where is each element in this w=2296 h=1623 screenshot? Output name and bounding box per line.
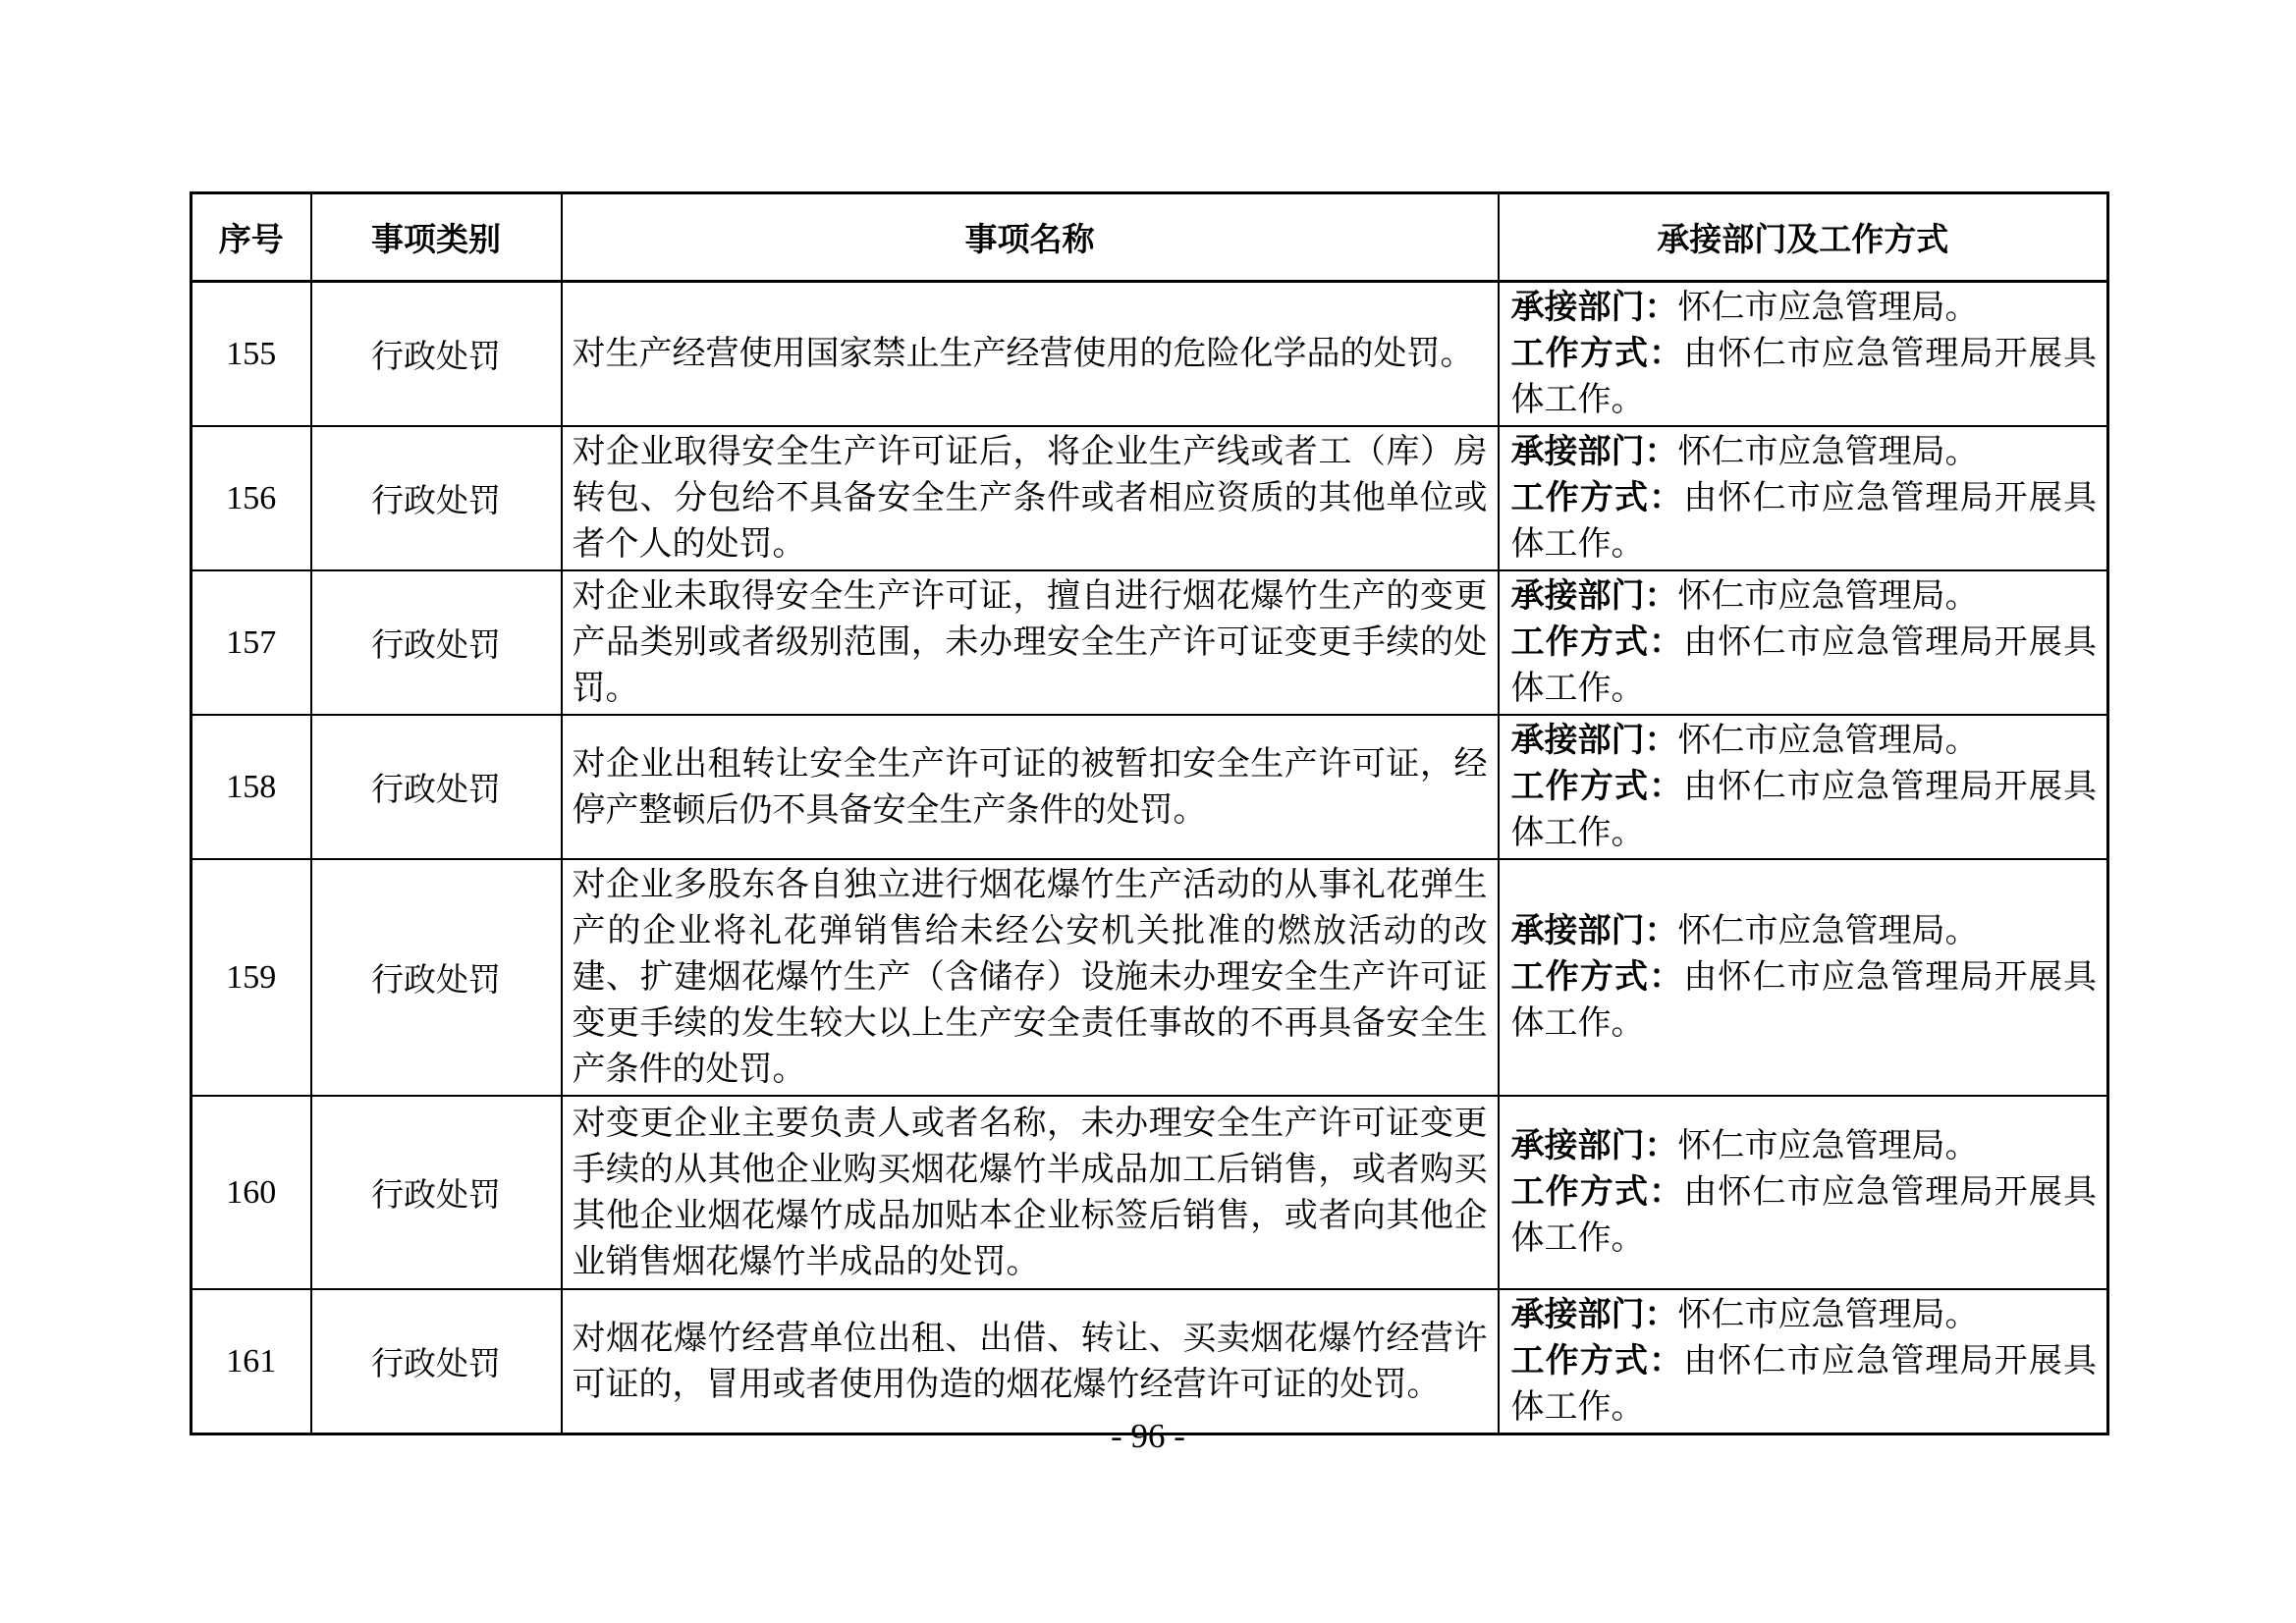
category-cell: 行政处罚 xyxy=(311,426,562,570)
item-name-cell: 对变更企业主要负责人或者名称，未办理安全生产许可证变更手续的从其他企业购买烟花爆竹半成品加工后销售，或者购买其他企业烟花爆竹成品加贴本企业标签后销售，或者向其他企业销售烟花爆竹半成品的处罚。 xyxy=(562,1096,1499,1289)
method-value: 由怀仁市应急管理局开展具体工作。 xyxy=(1510,624,2097,707)
department-label: 承接部门： xyxy=(1510,433,1678,470)
page-number: - 96 - xyxy=(1111,1417,1185,1455)
penalty-items-table xyxy=(190,191,2109,1435)
table-row xyxy=(191,282,2108,427)
department-value: 怀仁市应急管理局。 xyxy=(1677,1128,1979,1164)
department-method-cell xyxy=(1499,1289,2108,1434)
table-row xyxy=(191,715,2108,859)
item-name-cell: 对企业取得安全生产许可证后，将企业生产线或者工（库）房转包、分包给不具备安全生产条件或者相应资质的其他单位或者个人的处罚。 xyxy=(562,426,1499,570)
method-line xyxy=(1511,475,2098,568)
department-label: 承接部门： xyxy=(1510,289,1678,326)
method-line xyxy=(1511,331,2098,423)
department-value: 怀仁市应急管理局。 xyxy=(1677,1297,1979,1333)
item-name-cell: 对烟花爆竹经营单位出租、出借、转让、买卖烟花爆竹经营许可证的，冒用或者使用伪造的烟花爆竹经营许可证的处罚。 xyxy=(562,1289,1499,1434)
department-method-cell xyxy=(1499,282,2108,427)
category-cell: 行政处罚 xyxy=(311,1096,562,1289)
department-method-cell xyxy=(1499,715,2108,859)
method-label: 工作方式： xyxy=(1510,479,1684,516)
serial-number-cell: 155 xyxy=(191,282,311,427)
category-cell: 行政处罚 xyxy=(311,715,562,859)
method-label: 工作方式： xyxy=(1510,623,1684,661)
serial-number-cell: 157 xyxy=(191,570,311,715)
department-label: 承接部门： xyxy=(1510,577,1678,615)
method-value: 由怀仁市应急管理局开展具体工作。 xyxy=(1510,336,2097,418)
serial-number-cell: 159 xyxy=(191,859,311,1096)
method-label: 工作方式： xyxy=(1510,1173,1684,1211)
department-label: 承接部门： xyxy=(1510,722,1678,759)
header-department-and-method: 承接部门及工作方式 xyxy=(1499,193,2108,282)
department-method-cell xyxy=(1499,1096,2108,1289)
department-label: 承接部门： xyxy=(1510,1296,1678,1333)
serial-number-cell: 161 xyxy=(191,1289,311,1434)
serial-number-cell: 158 xyxy=(191,715,311,859)
department-value: 怀仁市应急管理局。 xyxy=(1677,434,1979,470)
method-line xyxy=(1511,764,2098,856)
department-line xyxy=(1511,573,2098,620)
serial-number-cell: 156 xyxy=(191,426,311,570)
method-value: 由怀仁市应急管理局开展具体工作。 xyxy=(1510,480,2097,563)
item-name-cell: 对企业出租转让安全生产许可证的被暂扣安全生产许可证，经停产整顿后仍不具备安全生产条件的处罚。 xyxy=(562,715,1499,859)
item-name-cell: 对企业未取得安全生产许可证，擅自进行烟花爆竹生产的变更产品类别或者级别范围，未办理安全生产许可证变更手续的处罚。 xyxy=(562,570,1499,715)
department-method-cell xyxy=(1499,426,2108,570)
department-label: 承接部门： xyxy=(1510,1127,1678,1164)
method-value: 由怀仁市应急管理局开展具体工作。 xyxy=(1510,1174,2097,1257)
category-cell: 行政处罚 xyxy=(311,282,562,427)
method-value: 由怀仁市应急管理局开展具体工作。 xyxy=(1510,769,2097,851)
category-cell: 行政处罚 xyxy=(311,1289,562,1434)
department-line xyxy=(1511,1123,2098,1169)
serial-number-cell: 160 xyxy=(191,1096,311,1289)
item-name-cell: 对生产经营使用国家禁止生产经营使用的危险化学品的处罚。 xyxy=(562,282,1499,427)
method-label: 工作方式： xyxy=(1510,1342,1684,1380)
department-value: 怀仁市应急管理局。 xyxy=(1677,290,1979,326)
table-row xyxy=(191,570,2108,715)
header-item-category: 事项类别 xyxy=(311,193,562,282)
department-line xyxy=(1511,1292,2098,1338)
method-label: 工作方式： xyxy=(1510,768,1684,805)
method-value: 由怀仁市应急管理局开展具体工作。 xyxy=(1510,1343,2097,1426)
department-method-cell xyxy=(1499,570,2108,715)
item-name-cell: 对企业多股东各自独立进行烟花爆竹生产活动的从事礼花弹生产的企业将礼花弹销售给未经公安机关批准的燃放活动的改建、扩建烟花爆竹生产（含储存）设施未办理安全生产许可证变更手续的发生较大以上生产安全责任事故的不再具备安全生产条件的处罚。 xyxy=(562,859,1499,1096)
table-row xyxy=(191,1289,2108,1434)
method-line xyxy=(1511,954,2098,1047)
method-label: 工作方式： xyxy=(1510,335,1684,372)
department-value: 怀仁市应急管理局。 xyxy=(1677,723,1979,759)
table-header-row xyxy=(191,193,2108,282)
method-line xyxy=(1511,620,2098,712)
department-value: 怀仁市应急管理局。 xyxy=(1677,578,1979,615)
table-row xyxy=(191,426,2108,570)
department-line xyxy=(1511,908,2098,954)
department-line xyxy=(1511,285,2098,331)
method-label: 工作方式： xyxy=(1510,958,1684,996)
department-method-cell xyxy=(1499,859,2108,1096)
category-cell: 行政处罚 xyxy=(311,859,562,1096)
table-row xyxy=(191,859,2108,1096)
category-cell: 行政处罚 xyxy=(311,570,562,715)
department-value: 怀仁市应急管理局。 xyxy=(1677,913,1979,949)
department-line xyxy=(1511,718,2098,764)
method-value: 由怀仁市应急管理局开展具体工作。 xyxy=(1510,959,2097,1042)
department-label: 承接部门： xyxy=(1510,912,1678,949)
header-serial-number: 序号 xyxy=(191,193,311,282)
header-item-name: 事项名称 xyxy=(562,193,1499,282)
department-line xyxy=(1511,429,2098,475)
method-line xyxy=(1511,1169,2098,1262)
table-row xyxy=(191,1096,2108,1289)
